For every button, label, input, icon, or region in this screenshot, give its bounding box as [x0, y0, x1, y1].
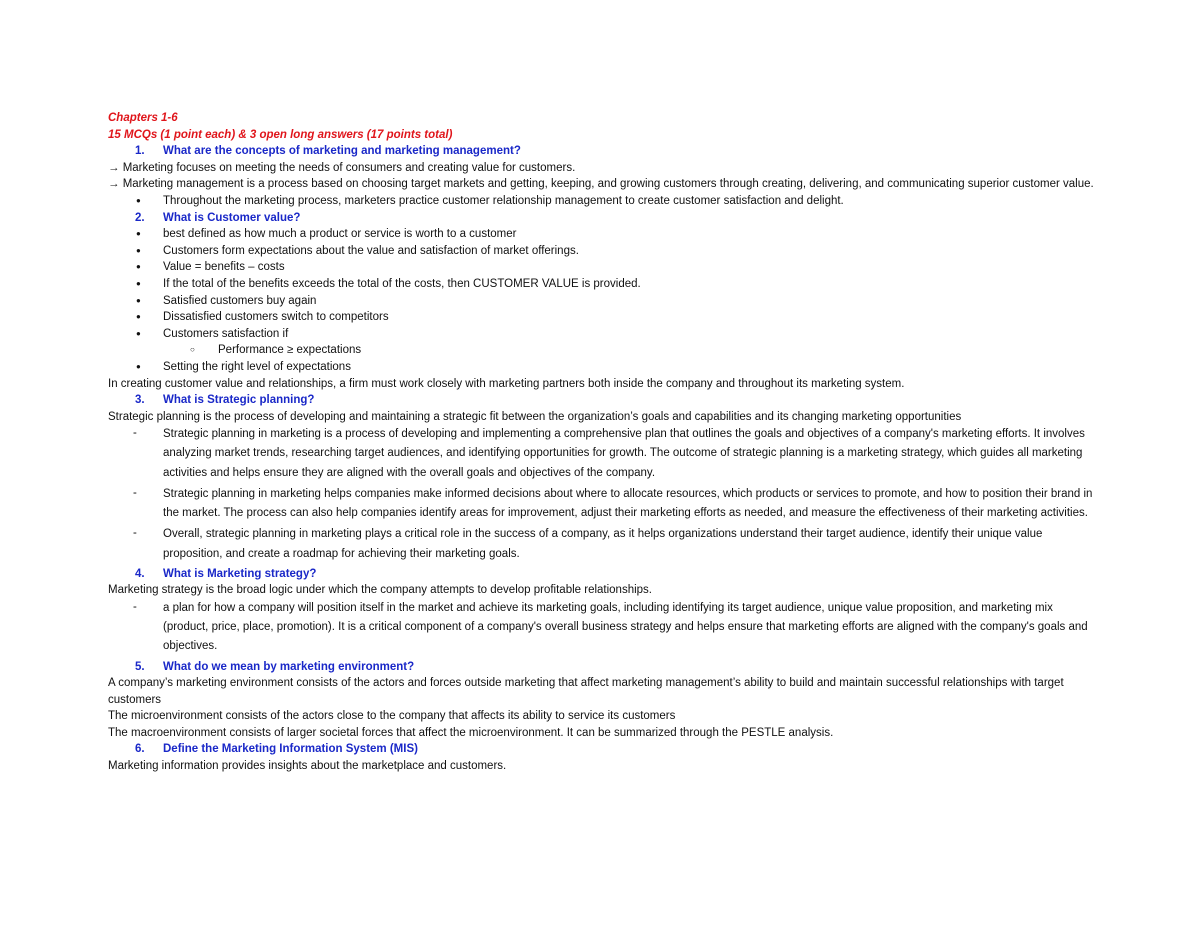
question-1-heading: 1. What are the concepts of marketing and marketing management? [108, 143, 1098, 160]
question-4-heading: 4. What is Marketing strategy? [108, 566, 1098, 583]
bullet-icon: ● [136, 312, 141, 322]
paragraph: → Marketing focuses on meeting the needs of consumers and creating value for customers. [108, 161, 576, 174]
list-item: ● Customers form expectations about the value and satisfaction of market offerings. [108, 243, 1098, 260]
bullet-icon: ● [136, 295, 141, 305]
dash-list-item: - a plan for how a company will position itself in the market and achieve its marketing goals, including identifying its target audience, unique value proposition, and marketing mix (product, price, place, promotion). It is a critical component of a company's overall business strategy and helps ensure that marketing efforts are aligned with the company's goals and objectives. [108, 599, 1098, 657]
question-5-heading: 5. What do we mean by marketing environment? [108, 659, 1098, 676]
list-item: ● best defined as how much a product or service is worth to a customer [108, 226, 1098, 243]
question-6-title: Define the Marketing Information System (MIS) [163, 743, 418, 756]
dash-list-item: - Strategic planning in marketing is a process of developing and implementing a comprehensive plan that outlines the goals and objectives of a company's marketing efforts. It involves analyzing market trends, researching target audiences, and identifying opportunities for growth. The outcome of strategic planning is a marketing strategy, which guides all marketing activities and helps ensure they are aligned with the overall goals and objectives of the company. [108, 425, 1098, 483]
dash-icon: - [133, 527, 137, 540]
bullet-icon: ● [136, 262, 141, 272]
exam-format-heading: 15 MCQs (1 point each) & 3 open long answers (17 points total) [108, 128, 453, 141]
dash-icon: - [133, 486, 137, 499]
paragraph: In creating customer value and relationships, a firm must work closely with marketing partners both inside the company and throughout its marketing system. [108, 377, 905, 390]
bullet-icon: ● [136, 245, 141, 255]
question-3-heading: 3. What is Strategic planning? [108, 392, 1098, 409]
paragraph: The microenvironment consists of the actors close to the company that affects its ability to service its customers [108, 710, 676, 723]
hollow-bullet-icon: ○ [190, 345, 195, 355]
chapters-heading: Chapters 1-6 [108, 112, 178, 124]
list-item: ● Satisfied customers buy again [108, 293, 1098, 310]
document-body [108, 110, 1098, 775]
paragraph: A company’s marketing environment consists of the actors and forces outside marketing that affect marketing management’s ability to build and maintain successful relationships with target customers [108, 677, 1064, 706]
dash-icon: - [133, 427, 137, 440]
bullet-icon: ● [136, 361, 141, 371]
question-1-title: What are the concepts of marketing and marketing management? [163, 145, 521, 158]
paragraph: Strategic planning is the process of developing and maintaining a strategic fit between the organization’s goals and capabilities and its changing marketing opportunities [108, 410, 962, 423]
question-5-title: What do we mean by marketing environment? [163, 660, 415, 673]
list-item: ● Value = benefits – costs [108, 259, 1098, 276]
dash-list-item: - Overall, strategic planning in marketing plays a critical role in the success of a company, as it helps organizations understand their target audience, identify their unique value proposition, and create a roadmap for achieving their marketing goals. [108, 525, 1098, 563]
paragraph: Marketing strategy is the broad logic under which the company attempts to develop profitable relationships. [108, 584, 652, 597]
dash-icon: - [133, 600, 137, 613]
paragraph: Marketing information provides insights about the marketplace and customers. [108, 760, 507, 773]
list-item: ● Customers satisfaction if [108, 326, 1098, 343]
question-6-heading: 6. Define the Marketing Information System (MIS) [108, 741, 1098, 758]
bullet-icon: ● [136, 229, 141, 239]
bullet-icon: ● [136, 195, 141, 205]
paragraph: → Marketing management is a process based on choosing target markets and getting, keeping, and growing customers through creating, delivering, and communicating superior customer value. [108, 178, 1094, 191]
question-2-heading: 2. What is Customer value? [108, 210, 1098, 227]
list-item: ● Dissatisfied customers switch to competitors [108, 309, 1098, 326]
question-3-title: What is Strategic planning? [163, 394, 315, 407]
bullet-icon: ● [136, 278, 141, 288]
list-item: ● Throughout the marketing process, marketers practice customer relationship management to create customer satisfaction and delight. [108, 193, 1098, 210]
bullet-icon: ● [136, 328, 141, 338]
list-item: ● Setting the right level of expectations [108, 359, 1098, 376]
question-4-title: What is Marketing strategy? [163, 567, 317, 580]
paragraph: The macroenvironment consists of larger societal forces that affect the microenvironment. It can be summarized through the PESTLE analysis. [108, 726, 834, 739]
list-item: ● If the total of the benefits exceeds the total of the costs, then CUSTOMER VALUE is provided. [108, 276, 1098, 293]
question-2-title: What is Customer value? [163, 211, 301, 224]
sub-list-item: ○ Performance ≥ expectations [108, 342, 1098, 359]
dash-list-item: - Strategic planning in marketing helps companies make informed decisions about where to allocate resources, which products or services to promote, and how to position their brand in the market. The process can also help companies identify areas for improvement, adjust their marketing efforts as needed, and measure the effectiveness of their marketing activities. [108, 485, 1098, 523]
